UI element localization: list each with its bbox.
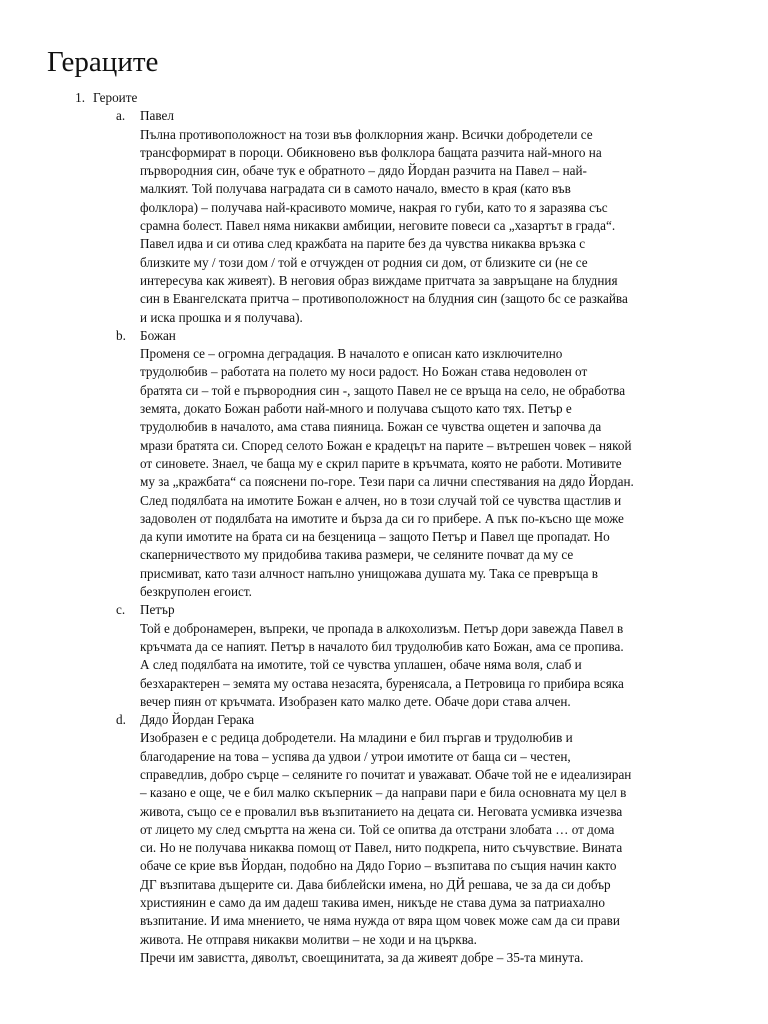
character-heading: Божан bbox=[140, 327, 176, 343]
character-heading: Дядо Йордан Герака bbox=[140, 712, 255, 728]
text-line: земята, докато Божан работи най-много и получава същото като тях. Петър е bbox=[140, 401, 572, 417]
text-line: скаперничеството му придобива такива размери, че селяните почват да му се bbox=[140, 547, 574, 563]
list-marker: a. bbox=[116, 108, 126, 124]
character-content bbox=[140, 711, 724, 967]
text-line: интересува как живеят). В неговия образ виждаме притчата за завръщане на блудния bbox=[140, 272, 618, 288]
text-line: Променя се – огромна деградация. В началото е описан като изключително bbox=[140, 346, 563, 362]
text-line: трудолюбив – работата на полето му носи радост. Но Божан става недоволен от bbox=[140, 364, 588, 380]
text-line: обаче се крие във Йордан, подобно на Дядо Горио – възпитава по същия начин както bbox=[140, 858, 617, 874]
text-line: – казано е още, че е бил малко скъперник – да направи пари е била основната му цел в bbox=[140, 785, 627, 801]
text-line: А след подялбата на имотите, той се чувства уплашен, обаче няма воля, слаб и bbox=[140, 657, 582, 673]
text-line: Павел идва и си отива след кражбата на парите без да чувства никаква връзка с bbox=[140, 236, 586, 252]
text-line: ДГ възпитава дъщерите си. Дава библейски имена, но ДЙ решава, че за да си добър bbox=[140, 876, 611, 892]
list-marker: d. bbox=[116, 712, 126, 728]
text-line: братята си – той е първородния син -, защото Павел не се връща на село, не обработва bbox=[140, 382, 626, 398]
character-heading: Петър bbox=[140, 602, 175, 618]
character-description bbox=[140, 126, 724, 327]
list-marker: b. bbox=[116, 327, 126, 343]
text-line: благодарение на това – успява да удвои / утрои имотите от баща си – честен, bbox=[140, 748, 571, 764]
text-line: да купи имотите на брата си на безценица – защото Петър и Павел ще пропадат. Но bbox=[140, 529, 610, 545]
character-item bbox=[0, 711, 768, 967]
text-line: мрази братята си. Според селото Божан е крадецът на парите – вътрешен човек – някой bbox=[140, 437, 632, 453]
text-line: безкруполен егоист. bbox=[140, 584, 252, 600]
document-title: Гераците bbox=[47, 46, 159, 78]
character-content bbox=[140, 601, 724, 711]
character-item bbox=[0, 107, 768, 327]
text-line: и иска прошка и я получава). bbox=[140, 309, 303, 325]
list-marker: c. bbox=[116, 602, 126, 618]
text-line: кръчмата да се напият. Петър в началото бил трудолюбив като Божан, ама се пропива. bbox=[140, 638, 624, 654]
text-line: възпитание. И има мнението, че няма нужда от вяра щом човек може сам да си прави bbox=[140, 913, 620, 929]
character-item bbox=[0, 327, 768, 601]
text-line: задоволен от подялбата на имотите и бърза да си го прибере. А пък по-късно ще може bbox=[140, 510, 624, 526]
character-description bbox=[140, 729, 724, 967]
text-line: присмиват, като тази алчност напълно унищожава душата му. Така се превръща в bbox=[140, 565, 598, 581]
text-line: си. Но не получава никаква помощ от Павел, нито подкрепа, нито съчувствие. Вината bbox=[140, 840, 623, 856]
text-line: Пълна противоположност на този във фолклорния жанр. Всички добродетели се bbox=[140, 126, 593, 142]
text-line: малкият. Той получава наградата си в самото начало, вместо в края (като във bbox=[140, 181, 571, 197]
character-description bbox=[140, 620, 724, 711]
character-list bbox=[0, 107, 768, 967]
text-line: справедлив, добро сърце – селяните го почитат и уважават. Обаче той не е идеализиран bbox=[140, 766, 632, 782]
section-label: Героите bbox=[93, 90, 138, 105]
section-number: 1. bbox=[75, 90, 85, 105]
character-description bbox=[140, 345, 724, 601]
text-line: християнин е само да им дадеш такива имен, никъде не става дума за патриахално bbox=[140, 895, 605, 911]
text-line: му за „кражбата“ са пояснени по-горе. Тези пари са лични спестявания на дядо Йордан. bbox=[140, 474, 634, 490]
character-content bbox=[140, 107, 724, 327]
section-heroes bbox=[0, 89, 768, 107]
character-heading: Павел bbox=[140, 108, 174, 124]
text-line: трансформират в пороци. Обикновено във фолклора бащата разчита най-много на bbox=[140, 144, 602, 160]
text-line: живота. Не отправя никакви молитви – не ходи и на църква. bbox=[140, 931, 477, 947]
text-line: от лицето му след смъртта на жена си. Той се опитва да отстрани злобата … от дома bbox=[140, 821, 615, 837]
text-line: Той е добронамерен, въпреки, че пропада в алкохолизъм. Петър дори завежда Павел в bbox=[140, 620, 624, 636]
text-line: близките му / този дом / той е отчужден от родния си дом, от близките си (не се bbox=[140, 254, 588, 270]
text-line: от синовете. Знаел, че баща му е скрил парите в кръчмата, която не работи. Мотивите bbox=[140, 455, 622, 471]
text-line: Изобразен е с редица добродетели. На младини е бил пъргав и трудолюбив и bbox=[140, 730, 573, 746]
text-line: трудолюбив в началото, ама става пияница. Божан се чувства ощетен и започва да bbox=[140, 419, 602, 435]
character-content bbox=[140, 327, 724, 601]
text-line: Пречи им завистта, дяволът, своещинитата, за да живеят добре – 35-та минута. bbox=[140, 949, 584, 965]
text-line: фолклора) – получава най-красивото момиче, накрая го губи, като то я заразява със bbox=[140, 199, 608, 215]
text-line: вечер пиян от кръчмата. Изобразен като малко дете. Обаче дори става алчен. bbox=[140, 693, 571, 709]
outline-list bbox=[0, 89, 768, 967]
text-line: безхарактерен – земята му остава незасята, буренясала, а Петровица го прибира всяка bbox=[140, 675, 624, 691]
text-line: живота, също се е провалил във възпитанието на децата си. Неговата усмивка изчезва bbox=[140, 803, 623, 819]
text-line: син в Евангелската притча – противоположност на блудния син (защото бс се разкайва bbox=[140, 291, 628, 307]
text-line: първородния син, обаче тук е обратното – дядо Йордан разчита на Павел – най- bbox=[140, 163, 587, 179]
text-line: срамна болест. Павел няма никакви амбиции, неговите повеси са „хазартът в града“. bbox=[140, 218, 616, 234]
text-line: След подялбата на имотите Божан е алчен, но в този случай той се чувства щастлив и bbox=[140, 492, 622, 508]
character-item bbox=[0, 601, 768, 711]
